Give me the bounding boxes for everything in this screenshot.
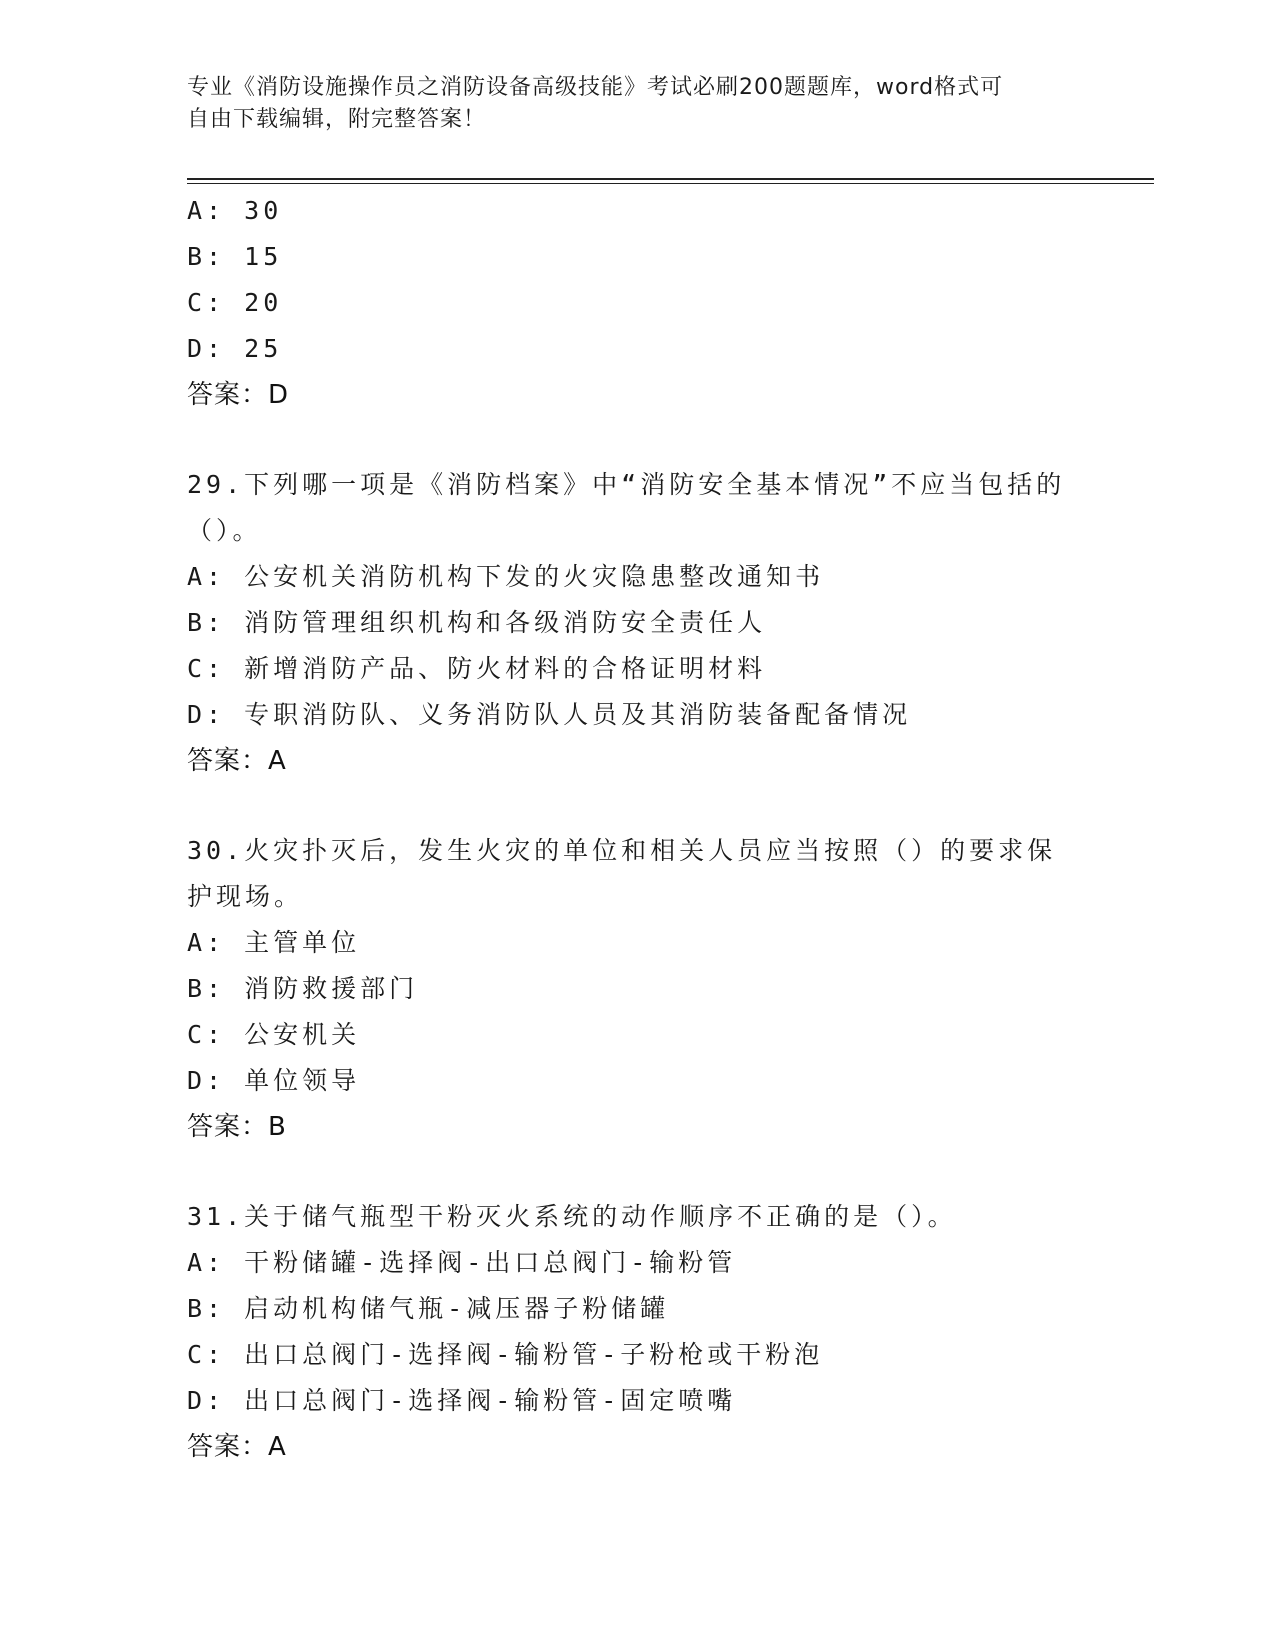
option-b: B: 消防救援部门 [187, 974, 419, 1003]
answer-line: 答案：A [187, 746, 287, 776]
option-d: D: 出口总阀门-选择阀-输粉管-固定喷嘴 [187, 1386, 737, 1415]
option-a: A: 公安机关消防机构下发的火灾隐患整改通知书 [187, 562, 825, 591]
answer-line: 答案：D [187, 380, 290, 410]
option-a: A: 30 [187, 196, 283, 225]
option-d: D: 单位领导 [187, 1066, 361, 1095]
header-rule-thin [187, 183, 1154, 184]
header-line-2: 自由下载编辑，附完整答案！ [187, 107, 487, 132]
answer-line: 答案：B [187, 1112, 287, 1142]
option-a: A: 干粉储罐-选择阀-出口总阀门-输粉管 [187, 1248, 737, 1277]
option-b: B: 启动机构储气瓶-减压器子粉储罐 [187, 1294, 670, 1323]
option-c: C: 新增消防产品、防火材料的合格证明材料 [187, 654, 767, 683]
question-30-block [187, 828, 1087, 1150]
option-b: B: 消防管理组织机构和各级消防安全责任人 [187, 608, 767, 637]
question-text: 31.关于储气瓶型干粉灭火系统的动作顺序不正确的是（）。 [187, 1202, 957, 1231]
option-d: D: 25 [187, 334, 283, 363]
header-line-1: 专业《消防设施操作员之消防设备高级技能》考试必刷200题题库，word格式可 [187, 75, 1004, 100]
header-rule-thick [187, 178, 1154, 180]
question-29-block [187, 462, 1087, 784]
question-28-block [187, 188, 1087, 418]
answer-line: 答案：A [187, 1432, 287, 1462]
option-c: C: 20 [187, 288, 283, 317]
document-header [187, 72, 1087, 136]
option-b: B: 15 [187, 242, 283, 271]
option-c: C: 公安机关 [187, 1020, 361, 1049]
option-c: C: 出口总阀门-选择阀-输粉管-子粉枪或干粉泡 [187, 1340, 824, 1369]
option-a: A: 主管单位 [187, 928, 361, 957]
question-text: 29.下列哪一项是《消防档案》中“消防安全基本情况”不应当包括的（）。 [187, 470, 1066, 545]
question-text: 30.火灾扑灭后，发生火灾的单位和相关人员应当按照（）的要求保护现场。 [187, 836, 1057, 911]
question-list [187, 188, 1087, 1470]
question-31-block [187, 1194, 1087, 1470]
option-d: D: 专职消防队、义务消防队人员及其消防装备配备情况 [187, 700, 912, 729]
